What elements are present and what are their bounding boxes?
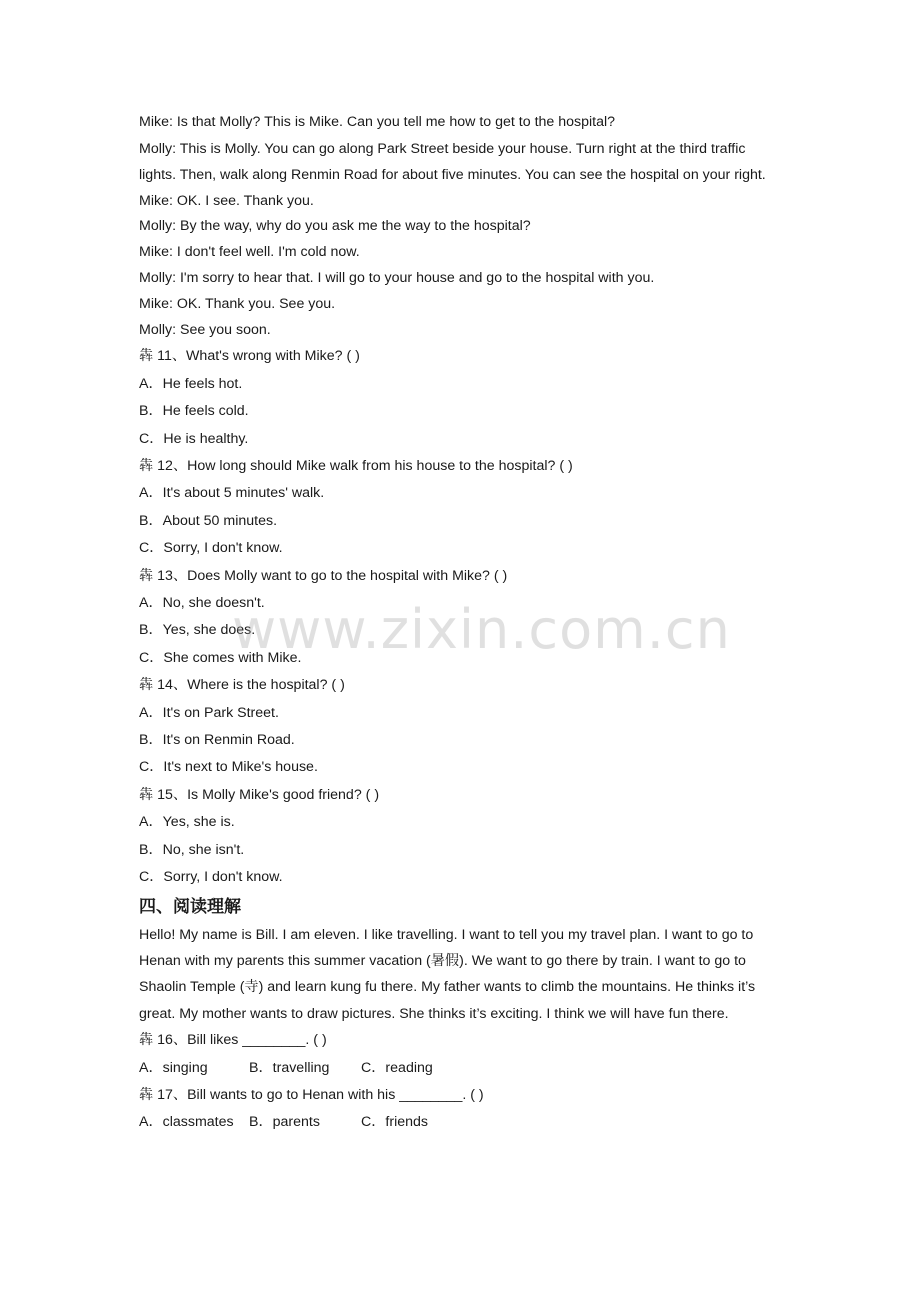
option-15a: A．Yes, she is.	[139, 814, 235, 831]
option-16b: B．travelling	[249, 1059, 330, 1076]
question-12: 犇 12、How long should Mike walk from his house to the hospital? ( )	[139, 458, 573, 475]
question-block-part1	[139, 343, 789, 891]
option-11c: C．He is healthy.	[139, 430, 249, 447]
option-14a: A．It's on Park Street.	[139, 704, 279, 721]
dialogue-line: Molly: I'm sorry to hear that. I will go to your house and go to the hospital with you.	[139, 270, 655, 286]
option-13b: B．Yes, she does.	[139, 622, 256, 639]
option-12b: B．About 50 minutes.	[139, 512, 278, 529]
option-12a: A．It's about 5 minutes' walk.	[139, 485, 325, 502]
options-16	[139, 1055, 789, 1082]
option-16c: C．reading	[361, 1059, 433, 1076]
reading-passage: Hello! My name is Bill. I am eleven. I like travelling. I want to tell you my travel plan. I want to go to Henan with my parents this summer vacation (暑假). We want to go there by train. I want to go to Shaolin Temple (寺) and learn kung fu there. My father wants to climb the mountains. He thinks it’s great. My mother wants to draw pictures. She thinks it’s exciting. I think we will have fun there.	[139, 926, 756, 1022]
dialogue-line: Mike: I don't feel well. I'm cold now.	[139, 244, 360, 261]
option-14b: B．It's on Renmin Road.	[139, 732, 295, 749]
dialogue-line: Molly: By the way, why do you ask me the way to the hospital?	[139, 218, 531, 235]
option-12c: C．Sorry, I don't know.	[139, 540, 283, 557]
question-16: 犇 16、Bill likes ________. ( )	[139, 1032, 327, 1049]
option-13a: A．No, she doesn't.	[139, 595, 265, 612]
option-14c: C．It's next to Mike's house.	[139, 759, 318, 776]
section-heading: 四、阅读理解	[139, 896, 241, 917]
watermark: www.zixin.com.cn	[232, 598, 731, 661]
option-15c: C．Sorry, I don't know.	[139, 869, 283, 886]
document-page	[139, 110, 789, 1137]
question-14: 犇 14、Where is the hospital? ( )	[139, 677, 345, 694]
dialogue-line: Mike: OK. I see. Thank you.	[139, 192, 314, 209]
option-17b: B．parents	[249, 1114, 320, 1131]
question-17: 犇 17、Bill wants to go to Henan with his ________. ( )	[139, 1086, 484, 1103]
option-13c: C．She comes with Mike.	[139, 649, 302, 666]
option-11a: A．He feels hot.	[139, 375, 243, 392]
option-16a: A．singing	[139, 1059, 208, 1076]
dialogue	[139, 110, 789, 343]
dialogue-line: Mike: Is that Molly? This is Mike. Can you tell me how to get to the hospital?	[139, 114, 616, 130]
option-17c: C．friends	[361, 1114, 429, 1131]
dialogue-line: Molly: This is Molly. You can go along Park Street beside your house. Turn right at the third traffic lights. Then, walk along Renmin Road for about five minutes. You can see the hospital on your right.	[139, 140, 766, 184]
question-15: 犇 15、Is Molly Mike's good friend? ( )	[139, 786, 380, 803]
question-11: 犇 11、What's wrong with Mike? ( )	[139, 348, 360, 365]
question-13: 犇 13、Does Molly want to go to the hospital with Mike? ( )	[139, 567, 508, 584]
option-15b: B．No, she isn't.	[139, 841, 245, 858]
dialogue-line: Mike: OK. Thank you. See you.	[139, 295, 336, 312]
question-block-part2	[139, 1027, 789, 1137]
options-17	[139, 1109, 789, 1136]
option-17a: A．classmates	[139, 1114, 234, 1131]
dialogue-line: Molly: See you soon.	[139, 321, 271, 338]
option-11b: B．He feels cold.	[139, 403, 249, 420]
